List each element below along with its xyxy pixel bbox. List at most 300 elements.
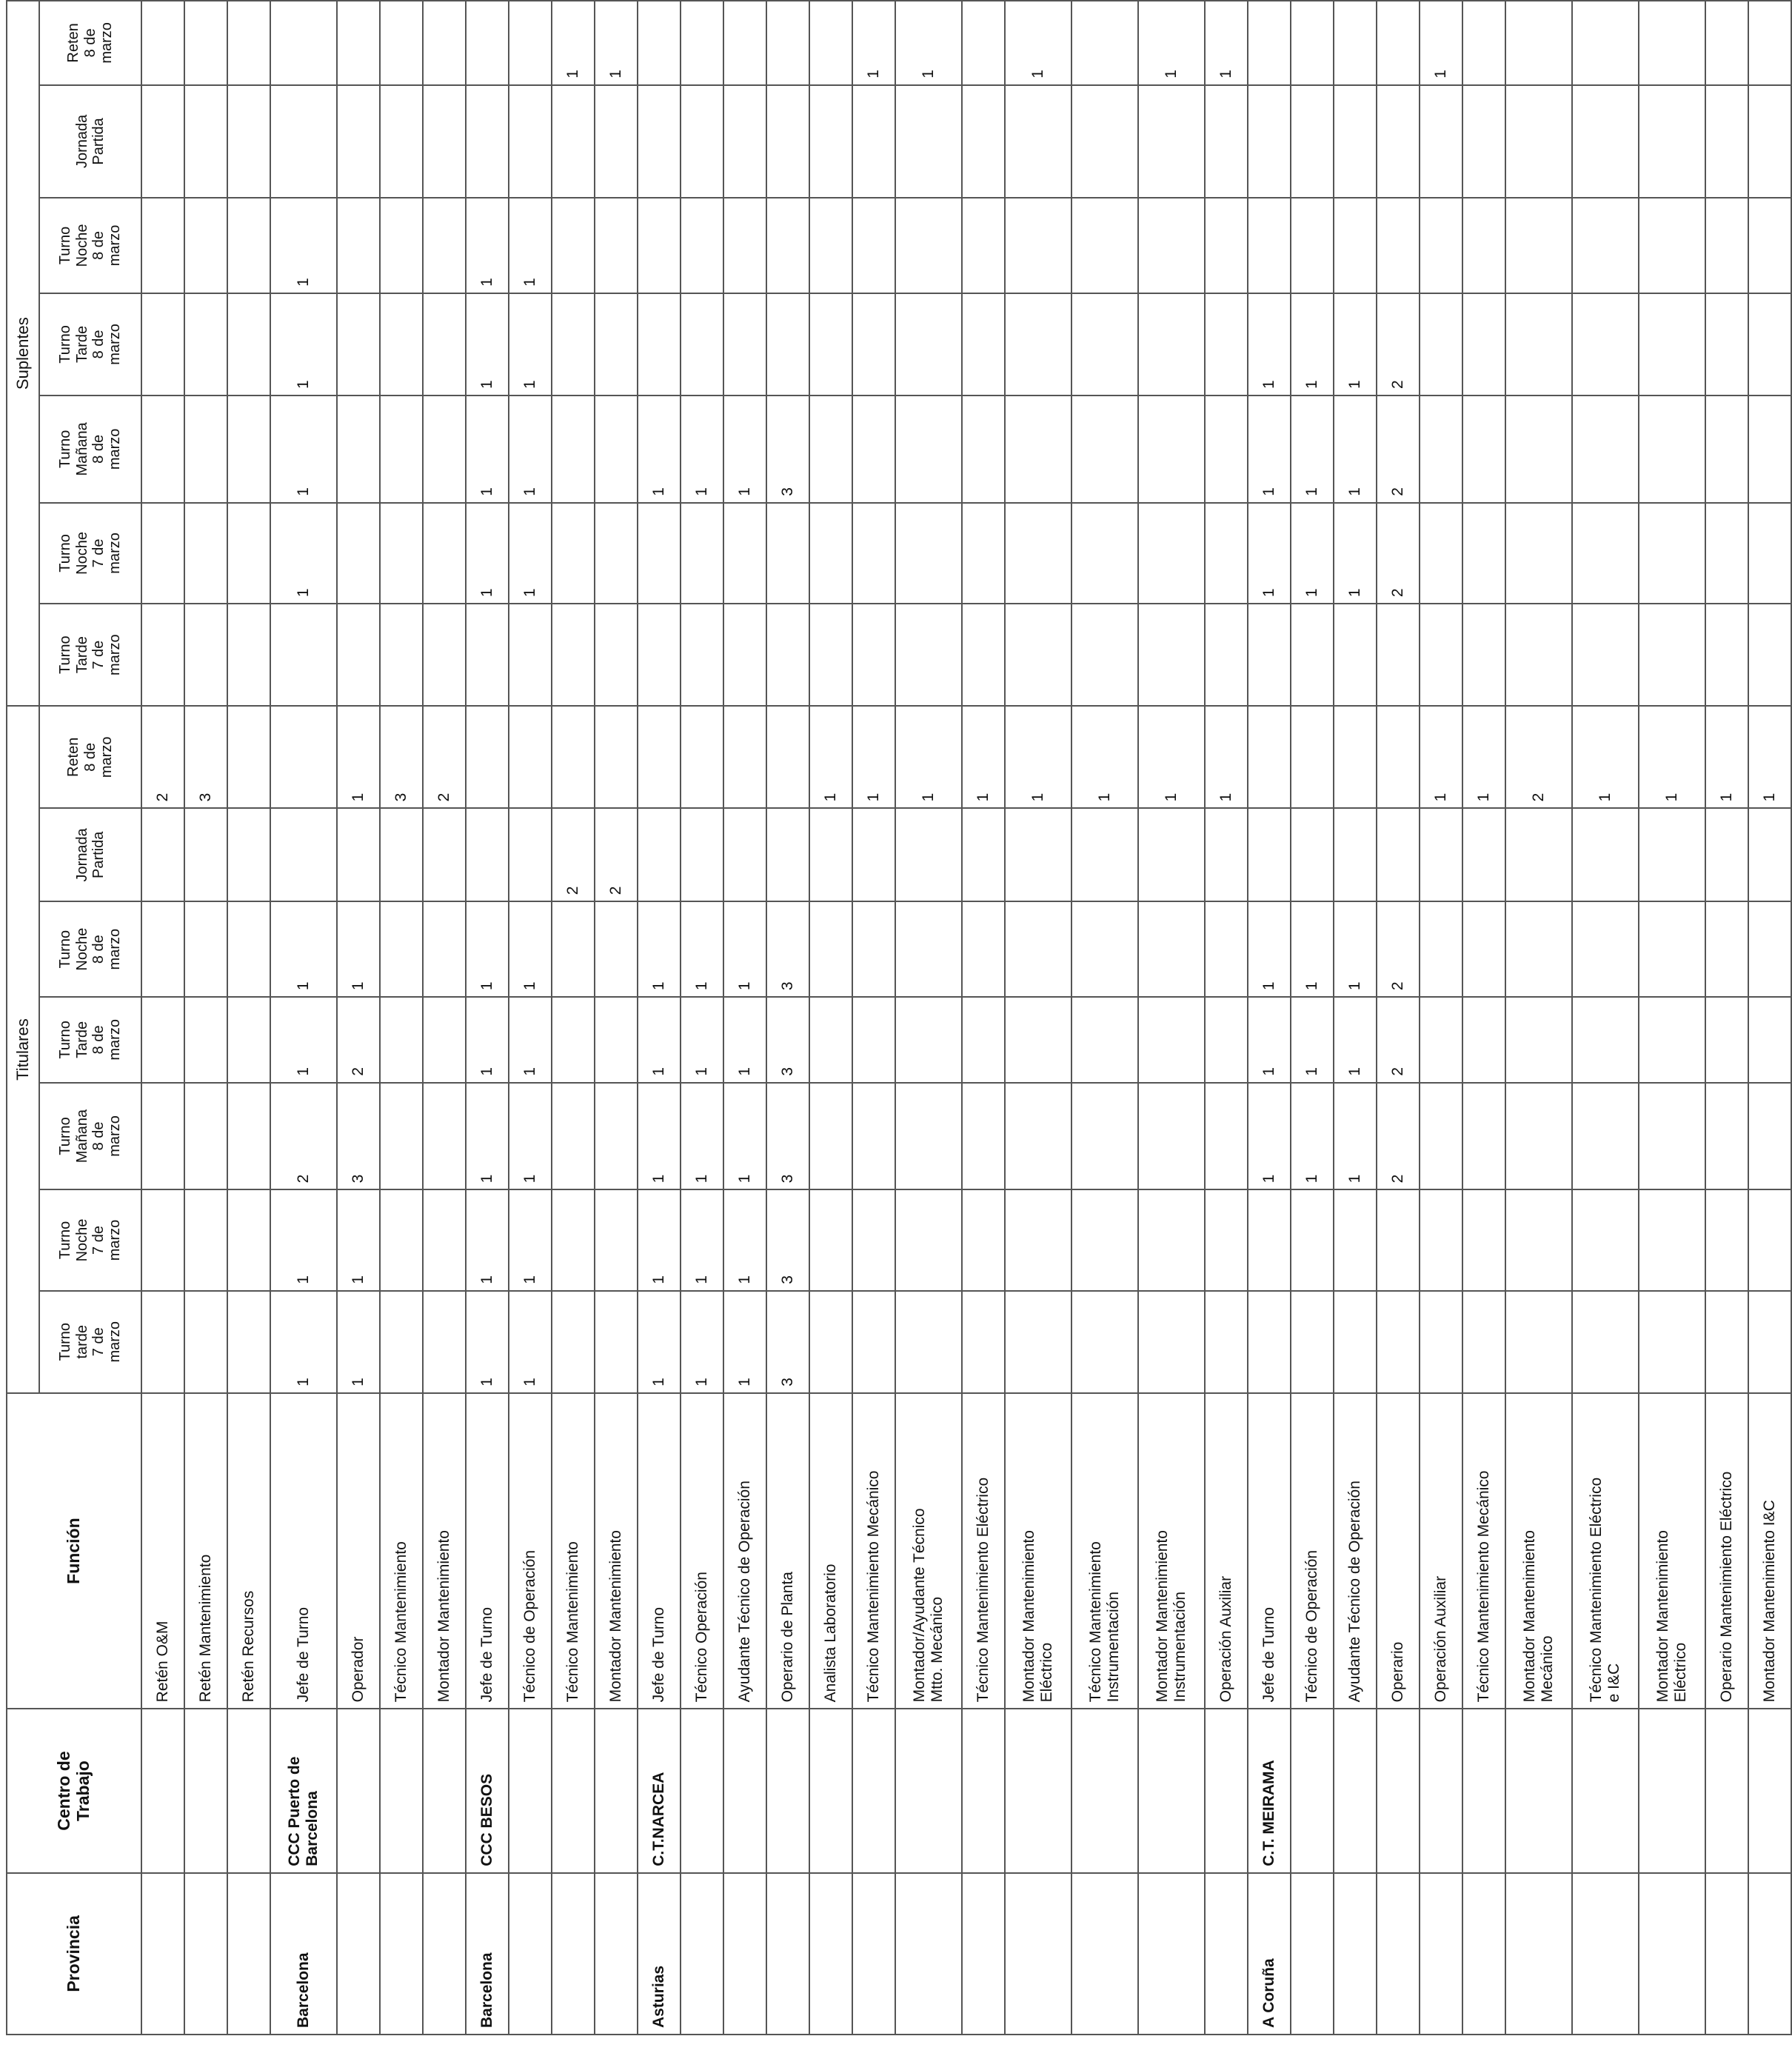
cell-suplentes-count [962, 1, 1005, 85]
cell-titulares-count [1572, 808, 1639, 901]
cell-titulares-count [1420, 997, 1462, 1082]
cell-suplentes-count [1748, 395, 1791, 503]
cell-suplentes-count: 1 [1005, 1, 1071, 85]
cell-titulares-count [1138, 808, 1205, 901]
header-suplentes-col: Turno Mañana 8 de marzo [39, 395, 141, 503]
cell-centro-de-trabajo: CCC BESOS [466, 1709, 509, 1872]
cell-provincia [1291, 1873, 1334, 2035]
cell-funcion: Montador Mantenimiento [595, 1393, 638, 1709]
cell-titulares-count [509, 808, 552, 901]
cell-titulares-count: 2 [552, 808, 595, 901]
cell-titulares-count: 1 [962, 706, 1005, 808]
cell-suplentes-count [1071, 1, 1138, 85]
cell-titulares-count [227, 1189, 270, 1290]
cell-titulares-count: 1 [270, 1291, 337, 1393]
cell-provincia [1205, 1873, 1248, 2035]
cell-titulares-count: 1 [1138, 706, 1205, 808]
header-suplentes-col: Jornada Partida [39, 85, 141, 198]
cell-funcion: Operación Auxiliar [1205, 1393, 1248, 1709]
cell-suplentes-count [337, 503, 380, 604]
cell-titulares-count: 1 [1748, 706, 1791, 808]
cell-titulares-count [1334, 1291, 1377, 1393]
cell-suplentes-count [595, 503, 638, 604]
cell-suplentes-count [595, 395, 638, 503]
cell-titulares-count [227, 1291, 270, 1393]
cell-titulares-count [1572, 1189, 1639, 1290]
cell-titulares-count [1138, 1291, 1205, 1393]
cell-centro-de-trabajo [552, 1709, 595, 1872]
cell-suplentes-count [1071, 85, 1138, 198]
table-row [1248, 1, 1291, 2035]
cell-provincia: Barcelona [466, 1873, 509, 2035]
table-row [766, 1, 809, 2035]
cell-suplentes-count [1572, 503, 1639, 604]
cell-provincia: A Coruña [1248, 1873, 1291, 2035]
cell-titulares-count: 1 [270, 997, 337, 1082]
cell-suplentes-count [1248, 198, 1291, 293]
cell-titulares-count [1420, 1291, 1462, 1393]
cell-titulares-count [1748, 1189, 1791, 1290]
cell-titulares-count: 1 [466, 997, 509, 1082]
header-titulares: Titulares [7, 706, 39, 1393]
cell-titulares-count [184, 901, 227, 997]
cell-funcion: Técnico Mantenimiento Eléctrico e I&C [1572, 1393, 1639, 1709]
cell-suplentes-count [1005, 198, 1071, 293]
cell-suplentes-count [380, 293, 423, 395]
header-titulares-col: Turno Tarde 8 de marzo [39, 997, 141, 1082]
cell-suplentes-count [380, 503, 423, 604]
cell-provincia [681, 1873, 723, 2035]
cell-provincia [227, 1873, 270, 2035]
cell-suplentes-count [852, 198, 895, 293]
cell-provincia [1334, 1873, 1377, 2035]
cell-suplentes-count [1572, 85, 1639, 198]
cell-suplentes-count [852, 604, 895, 706]
cell-funcion: Jefe de Turno [1248, 1393, 1291, 1709]
table-row [1138, 1, 1205, 2035]
cell-titulares-count: 1 [1291, 997, 1334, 1082]
cell-suplentes-count [184, 604, 227, 706]
cell-suplentes-count [723, 293, 766, 395]
cell-titulares-count: 1 [509, 1083, 552, 1190]
cell-suplentes-count [184, 1, 227, 85]
cell-centro-de-trabajo [1205, 1709, 1248, 1872]
cell-suplentes-count [1334, 1, 1377, 85]
cell-suplentes-count [1639, 1, 1705, 85]
cell-suplentes-count [337, 1, 380, 85]
header-titulares-col: Turno Mañana 8 de marzo [39, 1083, 141, 1190]
cell-suplentes-count [1639, 395, 1705, 503]
cell-suplentes-count: 1 [270, 395, 337, 503]
cell-suplentes-count [337, 293, 380, 395]
cell-titulares-count [962, 901, 1005, 997]
cell-titulares-count [380, 1189, 423, 1290]
cell-suplentes-count [466, 1, 509, 85]
cell-suplentes-count [1291, 604, 1334, 706]
cell-centro-de-trabajo [1705, 1709, 1748, 1872]
table-row [852, 1, 895, 2035]
cell-titulares-count: 1 [509, 997, 552, 1082]
cell-suplentes-count [809, 198, 852, 293]
cell-titulares-count [1505, 808, 1572, 901]
cell-centro-de-trabajo [1377, 1709, 1420, 1872]
cell-suplentes-count: 2 [1377, 293, 1420, 395]
cell-titulares-count [466, 808, 509, 901]
cell-suplentes-count [1505, 293, 1572, 395]
cell-suplentes-count [1505, 198, 1572, 293]
cell-suplentes-count [184, 198, 227, 293]
cell-centro-de-trabajo [1572, 1709, 1639, 1872]
cell-suplentes-count [1572, 395, 1639, 503]
cell-suplentes-count [227, 395, 270, 503]
cell-suplentes-count: 1 [270, 293, 337, 395]
cell-provincia [852, 1873, 895, 2035]
cell-funcion: Operario [1377, 1393, 1420, 1709]
cell-suplentes-count [1420, 198, 1462, 293]
cell-suplentes-count: 1 [552, 1, 595, 85]
cell-suplentes-count [1705, 503, 1748, 604]
cell-funcion: Operación Auxiliar [1420, 1393, 1462, 1709]
cell-suplentes-count [766, 604, 809, 706]
cell-titulares-count [1248, 1291, 1291, 1393]
cell-provincia [766, 1873, 809, 2035]
cell-suplentes-count [723, 85, 766, 198]
cell-centro-de-trabajo [681, 1709, 723, 1872]
cell-funcion: Técnico Mantenimiento Eléctrico [962, 1393, 1005, 1709]
cell-titulares-count [962, 1291, 1005, 1393]
table-row [595, 1, 638, 2035]
cell-suplentes-count [809, 395, 852, 503]
cell-titulares-count [1334, 706, 1377, 808]
cell-titulares-count [1462, 808, 1505, 901]
cell-centro-de-trabajo [1071, 1709, 1138, 1872]
cell-titulares-count: 1 [895, 706, 962, 808]
cell-titulares-count [1462, 1291, 1505, 1393]
cell-suplentes-count: 1 [509, 293, 552, 395]
cell-centro-de-trabajo [1420, 1709, 1462, 1872]
cell-titulares-count [1071, 1189, 1138, 1290]
cell-titulares-count [1420, 901, 1462, 997]
cell-suplentes-count [1071, 395, 1138, 503]
cell-titulares-count [1205, 1083, 1248, 1190]
cell-suplentes-count [1572, 1, 1639, 85]
cell-suplentes-count [227, 503, 270, 604]
cell-suplentes-count [141, 1, 184, 85]
cell-suplentes-count [270, 1, 337, 85]
cell-provincia [1071, 1873, 1138, 2035]
cell-titulares-count [423, 901, 466, 997]
cell-suplentes-count [1462, 503, 1505, 604]
cell-suplentes-count [1572, 293, 1639, 395]
cell-suplentes-count [723, 1, 766, 85]
cell-suplentes-count: 1 [1334, 293, 1377, 395]
cell-funcion: Técnico Operación [681, 1393, 723, 1709]
cell-suplentes-count [1138, 395, 1205, 503]
cell-funcion: Retén O&M [141, 1393, 184, 1709]
cell-titulares-count [1248, 808, 1291, 901]
cell-titulares-count: 2 [1377, 997, 1420, 1082]
cell-suplentes-count [1748, 293, 1791, 395]
cell-centro-de-trabajo [723, 1709, 766, 1872]
cell-suplentes-count [184, 85, 227, 198]
cell-funcion: Montador Mantenimiento Eléctrico [1005, 1393, 1071, 1709]
cell-provincia [595, 1873, 638, 2035]
cell-titulares-count [1377, 1189, 1420, 1290]
cell-suplentes-count [1334, 198, 1377, 293]
cell-suplentes-count [423, 1, 466, 85]
cell-titulares-count [1071, 901, 1138, 997]
cell-titulares-count [1138, 1083, 1205, 1190]
cell-suplentes-count [766, 503, 809, 604]
cell-titulares-count [1462, 1083, 1505, 1190]
cell-titulares-count [141, 1291, 184, 1393]
cell-titulares-count: 1 [1205, 706, 1248, 808]
cell-suplentes-count [1377, 198, 1420, 293]
cell-provincia [1420, 1873, 1462, 2035]
cell-suplentes-count [1462, 85, 1505, 198]
cell-titulares-count [1138, 997, 1205, 1082]
cell-suplentes-count [141, 395, 184, 503]
cell-funcion: Ayudante Técnico de Operación [723, 1393, 766, 1709]
cell-suplentes-count [852, 85, 895, 198]
cell-titulares-count [1248, 1189, 1291, 1290]
cell-titulares-count [423, 1291, 466, 1393]
cell-suplentes-count [638, 293, 681, 395]
cell-titulares-count [1377, 1291, 1420, 1393]
cell-titulares-count: 1 [1248, 901, 1291, 997]
cell-centro-de-trabajo [1291, 1709, 1334, 1872]
cell-suplentes-count [1138, 85, 1205, 198]
cell-suplentes-count: 1 [681, 395, 723, 503]
cell-provincia [809, 1873, 852, 2035]
cell-suplentes-count [1071, 604, 1138, 706]
cell-titulares-count [1705, 997, 1748, 1082]
table-row [423, 1, 466, 2035]
cell-titulares-count: 1 [638, 901, 681, 997]
cell-provincia: Asturias [638, 1873, 681, 2035]
cell-suplentes-count: 1 [466, 395, 509, 503]
cell-titulares-count: 3 [380, 706, 423, 808]
cell-suplentes-count [423, 293, 466, 395]
cell-titulares-count [1005, 808, 1071, 901]
cell-suplentes-count [595, 85, 638, 198]
cell-suplentes-count [337, 85, 380, 198]
cell-suplentes-count [1420, 293, 1462, 395]
cell-centro-de-trabajo [1748, 1709, 1791, 1872]
cell-suplentes-count [1377, 1, 1420, 85]
cell-funcion: Retén Recursos [227, 1393, 270, 1709]
cell-funcion: Técnico de Operación [1291, 1393, 1334, 1709]
cell-suplentes-count: 1 [1291, 293, 1334, 395]
cell-titulares-count [809, 1291, 852, 1393]
cell-funcion: Técnico Mantenimiento Mecánico [852, 1393, 895, 1709]
cell-titulares-count: 3 [766, 1291, 809, 1393]
cell-titulares-count [423, 1083, 466, 1190]
cell-titulares-count [1462, 901, 1505, 997]
table-row [723, 1, 766, 2035]
cell-titulares-count [1005, 997, 1071, 1082]
cell-titulares-count: 1 [852, 706, 895, 808]
header-provincia: Provincia [7, 1873, 141, 2035]
cell-titulares-count: 1 [1639, 706, 1705, 808]
cell-suplentes-count [1705, 198, 1748, 293]
cell-suplentes-count [270, 604, 337, 706]
cell-titulares-count [466, 706, 509, 808]
cell-titulares-count [1705, 1083, 1748, 1190]
cell-suplentes-count [509, 604, 552, 706]
cell-provincia [552, 1873, 595, 2035]
cell-suplentes-count [1639, 198, 1705, 293]
cell-titulares-count [1005, 1189, 1071, 1290]
cell-titulares-count [1005, 1083, 1071, 1190]
cell-titulares-count [1420, 808, 1462, 901]
cell-provincia [1138, 1873, 1205, 2035]
cell-titulares-count [809, 1189, 852, 1290]
cell-suplentes-count: 2 [1377, 503, 1420, 604]
cell-suplentes-count [1005, 604, 1071, 706]
cell-suplentes-count: 1 [270, 198, 337, 293]
cell-suplentes-count [638, 503, 681, 604]
cell-centro-de-trabajo [380, 1709, 423, 1872]
cell-titulares-count [1205, 1189, 1248, 1290]
cell-titulares-count [681, 706, 723, 808]
cell-titulares-count [380, 1083, 423, 1190]
cell-titulares-count [227, 901, 270, 997]
cell-titulares-count [1748, 1291, 1791, 1393]
cell-suplentes-count [895, 395, 962, 503]
cell-titulares-count [337, 808, 380, 901]
cell-suplentes-count [337, 198, 380, 293]
cell-suplentes-count [552, 85, 595, 198]
table-row [1205, 1, 1248, 2035]
cell-titulares-count [552, 997, 595, 1082]
cell-suplentes-count [1748, 85, 1791, 198]
cell-suplentes-count [766, 1, 809, 85]
cell-suplentes-count [895, 293, 962, 395]
cell-suplentes-count [1138, 198, 1205, 293]
header-titulares-col: Turno Noche 8 de marzo [39, 901, 141, 997]
cell-titulares-count [1705, 1291, 1748, 1393]
cell-suplentes-count: 1 [466, 198, 509, 293]
cell-titulares-count [1505, 1291, 1572, 1393]
cell-titulares-count [962, 1189, 1005, 1290]
cell-suplentes-count [895, 85, 962, 198]
cell-suplentes-count [962, 604, 1005, 706]
table-row [1462, 1, 1505, 2035]
cell-suplentes-count: 2 [1377, 395, 1420, 503]
cell-titulares-count: 2 [423, 706, 466, 808]
header-suplentes-col: Reten 8 de marzo [39, 1, 141, 85]
cell-titulares-count [1705, 1189, 1748, 1290]
cell-funcion: Técnico Mantenimiento Mecánico [1462, 1393, 1505, 1709]
cell-suplentes-count [638, 85, 681, 198]
cell-suplentes-count [1248, 85, 1291, 198]
cell-titulares-count [852, 1083, 895, 1190]
cell-suplentes-count [962, 395, 1005, 503]
cell-suplentes-count [723, 198, 766, 293]
header-suplentes-col: Turno Noche 7 de marzo [39, 503, 141, 604]
cell-titulares-count [141, 1189, 184, 1290]
cell-suplentes-count [184, 293, 227, 395]
cell-suplentes-count [1505, 85, 1572, 198]
cell-centro-de-trabajo [1334, 1709, 1377, 1872]
table-row [552, 1, 595, 2035]
cell-funcion: Técnico Mantenimiento [380, 1393, 423, 1709]
cell-titulares-count: 1 [1334, 901, 1377, 997]
cell-titulares-count [723, 808, 766, 901]
cell-suplentes-count [1291, 198, 1334, 293]
cell-provincia [1462, 1873, 1505, 2035]
cell-titulares-count [595, 901, 638, 997]
cell-suplentes-count [638, 198, 681, 293]
shift-schedule-table [6, 0, 1792, 2035]
cell-provincia [423, 1873, 466, 2035]
cell-titulares-count [766, 706, 809, 808]
cell-suplentes-count [1205, 503, 1248, 604]
cell-funcion: Operario Mantenimiento Eléctrico [1705, 1393, 1748, 1709]
cell-suplentes-count [895, 503, 962, 604]
cell-suplentes-count [1505, 503, 1572, 604]
cell-titulares-count: 2 [270, 1083, 337, 1190]
cell-centro-de-trabajo [141, 1709, 184, 1872]
cell-suplentes-count [1748, 198, 1791, 293]
header-titulares-col: Turno tarde 7 de marzo [39, 1291, 141, 1393]
cell-titulares-count [638, 706, 681, 808]
cell-suplentes-count [809, 293, 852, 395]
cell-suplentes-count: 1 [1138, 1, 1205, 85]
cell-titulares-count [595, 1083, 638, 1190]
cell-titulares-count [552, 1189, 595, 1290]
cell-suplentes-count: 1 [595, 1, 638, 85]
cell-titulares-count [184, 808, 227, 901]
cell-suplentes-count: 1 [1205, 1, 1248, 85]
cell-titulares-count [1138, 901, 1205, 997]
cell-suplentes-count [1205, 395, 1248, 503]
cell-suplentes-count [466, 604, 509, 706]
cell-suplentes-count [141, 198, 184, 293]
cell-titulares-count [1572, 901, 1639, 997]
cell-titulares-count [1071, 808, 1138, 901]
cell-titulares-count [962, 808, 1005, 901]
header-centro-de-trabajo [7, 1709, 141, 1872]
cell-suplentes-count [423, 503, 466, 604]
cell-titulares-count [809, 1083, 852, 1190]
cell-titulares-count [852, 1189, 895, 1290]
table-row [638, 1, 681, 2035]
cell-suplentes-count [962, 198, 1005, 293]
cell-suplentes-count [509, 1, 552, 85]
cell-suplentes-count: 1 [1334, 395, 1377, 503]
cell-suplentes-count [1138, 293, 1205, 395]
cell-centro-de-trabajo [509, 1709, 552, 1872]
cell-titulares-count: 1 [1248, 997, 1291, 1082]
cell-suplentes-count [1205, 293, 1248, 395]
cell-suplentes-count [1748, 604, 1791, 706]
cell-centro-de-trabajo [852, 1709, 895, 1872]
cell-titulares-count: 1 [723, 901, 766, 997]
table-row [1071, 1, 1138, 2035]
cell-titulares-count [1205, 901, 1248, 997]
cell-titulares-count [141, 808, 184, 901]
cell-titulares-count: 1 [1248, 1083, 1291, 1190]
cell-titulares-count: 1 [681, 1189, 723, 1290]
cell-titulares-count [1205, 997, 1248, 1082]
cell-suplentes-count [962, 293, 1005, 395]
cell-titulares-count: 1 [270, 1189, 337, 1290]
cell-suplentes-count [1505, 1, 1572, 85]
cell-titulares-count: 1 [1705, 706, 1748, 808]
cell-suplentes-count [466, 85, 509, 198]
